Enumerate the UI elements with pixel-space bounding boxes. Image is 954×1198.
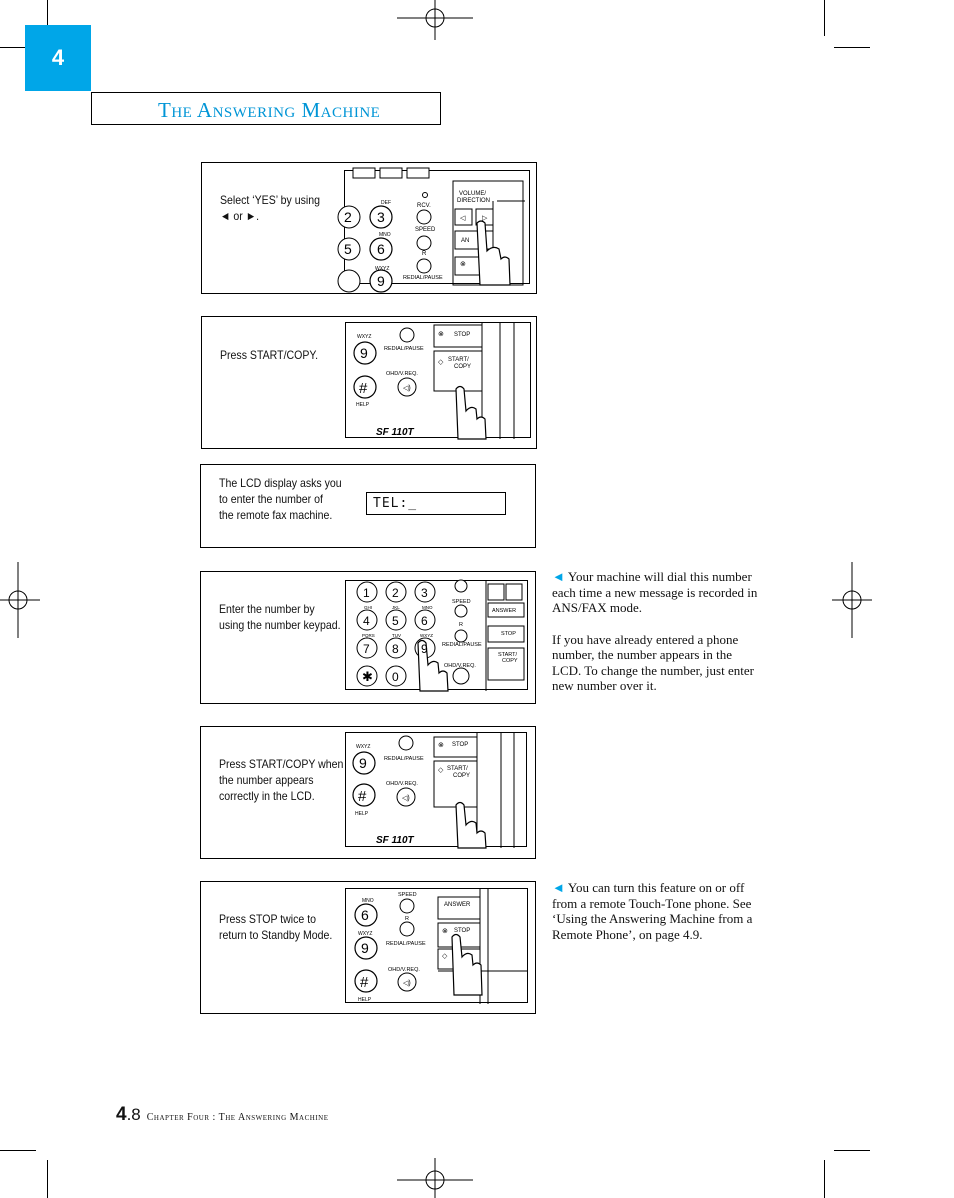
chapter-title: The Answering Machine	[158, 98, 381, 122]
speaker-icon: ◁)	[402, 795, 410, 802]
start-icon: ◇	[438, 359, 444, 366]
key-hash: #	[359, 380, 368, 397]
label-copy: COPY	[453, 773, 471, 779]
label-stop: STOP	[501, 631, 516, 637]
label-mno: MNO	[379, 232, 391, 238]
label-redial: REDIAL/PAUSE	[384, 346, 424, 352]
key-3: 3	[377, 209, 385, 225]
label-copy: COPY	[502, 658, 518, 664]
note-arrow-icon: ◄	[552, 880, 565, 895]
step-2-text: Press START/COPY.	[220, 348, 319, 362]
key-2: 2	[392, 586, 399, 600]
fax-panel-step-2	[345, 322, 531, 438]
label-start: START/	[447, 766, 468, 772]
label-ohd: OHD/V.REQ.	[388, 967, 420, 973]
label-stop: STOP	[452, 742, 469, 748]
label-def: DEF	[381, 200, 391, 206]
key-9: 9	[359, 755, 367, 771]
stop-icon: ⊗	[460, 261, 466, 268]
note-arrow-icon: ◄	[552, 569, 565, 584]
fax-panel-step-6	[345, 888, 528, 1003]
start-icon: ◇	[438, 767, 444, 774]
page-number-major: 4	[116, 1104, 127, 1125]
label-wxyz: WXYZ	[356, 744, 371, 750]
key-5: 5	[344, 241, 352, 257]
label-redial: REDIAL/PAUSE	[442, 642, 482, 648]
lcd-display: TEL:_	[366, 492, 506, 515]
key-4: 4	[363, 614, 370, 628]
label-speed: SPEED	[398, 892, 417, 898]
right-arrow-icon: ▷	[482, 215, 488, 222]
step-6-text: Press STOP twice to return to Standby Mode.	[219, 912, 333, 942]
label-speed: SPEED	[452, 599, 471, 605]
label-pqrs: PQRS	[362, 633, 375, 638]
label-wxyz: WXYZ	[375, 266, 390, 272]
label-ohd: OHD/V.REQ.	[444, 663, 476, 669]
brand-logo: SF 110T	[376, 835, 414, 846]
crop-mark	[834, 47, 870, 48]
crop-mark	[47, 1160, 48, 1198]
label-r: R	[422, 251, 427, 257]
key-5: 5	[392, 614, 399, 628]
label-help: HELP	[356, 402, 370, 408]
label-r: R	[459, 622, 463, 628]
key-6: 6	[361, 907, 369, 923]
note-1: ◄ Your machine will dial this number each time a new message is recorded in ANS/FAX mode. If you have already entered a phone number, the number appears in the LCD. To change the number, just enter new number over it.	[552, 569, 758, 693]
label-redial: REDIAL/PAUSE	[386, 941, 426, 947]
label-tuv: TUV	[392, 633, 401, 638]
label-stop: STOP	[454, 332, 471, 338]
label-redial: REDIAL/PAUSE	[384, 756, 424, 762]
label-wxyz: WXYZ	[357, 334, 372, 340]
key-hash: #	[358, 788, 367, 805]
registration-mark-top	[397, 0, 473, 40]
footer-chapter-title: Chapter Four : The Answering Machine	[146, 1112, 329, 1123]
label-help: HELP	[358, 997, 372, 1003]
stop-icon: ⊗	[442, 928, 448, 935]
registration-mark-bottom	[397, 1158, 473, 1198]
fax-panel-step-5	[345, 732, 527, 847]
note-2: ◄ You can turn this feature on or off from a remote Touch-Tone phone. See ‘Using the Answering Machine from a Remote Phone’, on page 4.9.	[552, 880, 753, 942]
label-speed: SPEED	[415, 227, 436, 233]
label-start: START/	[448, 357, 469, 363]
start-icon: ◇	[442, 953, 448, 960]
key-9: 9	[360, 345, 368, 361]
label-mno: MNO	[362, 898, 374, 904]
step-4-text: Enter the number by using the number keypad.	[219, 602, 341, 632]
page-number-minor: .8	[126, 1105, 141, 1124]
key-7: 7	[363, 642, 370, 656]
key-3: 3	[421, 586, 428, 600]
label-volume: VOLUME/	[459, 191, 487, 197]
step-3-text: The LCD display asks you to enter the number of the remote fax machine.	[219, 476, 342, 522]
label-wxyz: WXYZ	[420, 633, 433, 638]
key-1: 1	[363, 586, 370, 600]
key-hash: #	[360, 974, 369, 991]
label-jkl: JKL	[392, 605, 400, 610]
key-0: 0	[392, 670, 399, 684]
stop-icon: ⊗	[438, 742, 444, 749]
key-star: ✱	[362, 669, 373, 684]
page-footer	[116, 1104, 328, 1126]
label-ohd: OHD/V.REQ.	[386, 371, 418, 377]
crop-mark	[0, 1150, 36, 1151]
label-answer: ANSWER	[492, 608, 517, 614]
fax-panel-step-4	[345, 580, 528, 690]
label-answer: ANSWER	[444, 902, 471, 908]
step-5-text: Press START/COPY when the number appears correctly in the LCD.	[219, 757, 344, 803]
stop-icon: ⊗	[438, 331, 444, 338]
label-copy: COPY	[454, 364, 472, 370]
registration-mark-right	[832, 562, 872, 638]
chapter-number-tab: 4	[25, 25, 91, 91]
brand-logo: SF 110T	[376, 427, 414, 438]
label-direction: DIRECTION	[457, 198, 490, 204]
label-stop: STOP	[454, 928, 471, 934]
key-9: 9	[421, 642, 428, 656]
key-6: 6	[377, 241, 385, 257]
label-start: START/	[498, 652, 518, 658]
label-ohd: OHD/V.REQ.	[386, 781, 418, 787]
label-ghi: GHI	[364, 605, 373, 610]
crop-mark	[824, 1160, 825, 1198]
key-9: 9	[361, 940, 369, 956]
label-answer-partial: AN	[461, 238, 470, 244]
key-8: 8	[392, 642, 399, 656]
key-6: 6	[421, 614, 428, 628]
label-r: R	[405, 916, 409, 922]
crop-mark	[834, 1150, 870, 1151]
speaker-icon: ◁)	[403, 980, 411, 987]
key-2: 2	[344, 209, 352, 225]
key-9: 9	[377, 273, 385, 289]
label-help: HELP	[355, 811, 369, 817]
left-arrow-icon: ◁	[460, 215, 466, 222]
label-wxyz: WXYZ	[358, 931, 373, 937]
label-mno: MNO	[422, 605, 433, 610]
speaker-icon: ◁)	[403, 385, 411, 392]
label-rcv: RCV.	[417, 203, 431, 209]
fax-panel-step-1	[344, 170, 530, 289]
crop-mark	[824, 0, 825, 36]
registration-mark-left	[0, 562, 40, 638]
step-1-text: Select ‘YES’ by using ◄ or ►.	[220, 193, 320, 223]
label-redial: REDIAL/PAUSE	[403, 275, 443, 281]
